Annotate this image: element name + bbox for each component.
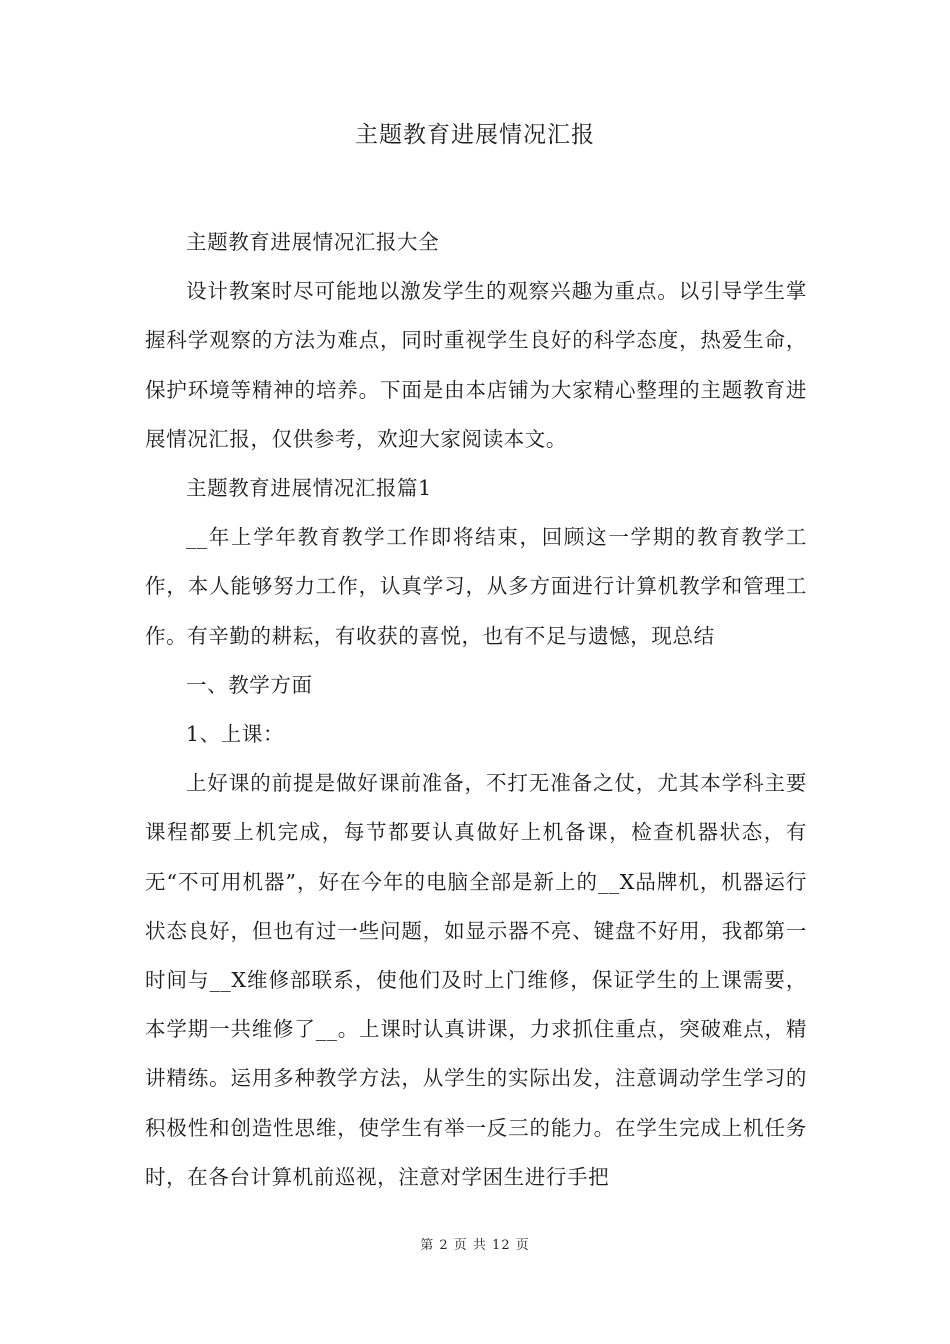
paragraph-heading-class: 1、上课： [186,722,285,747]
page-footer: 第 2 页 共 12 页 [420,1238,530,1253]
paragraph-intro: 设计教案时尽可能地以激发学生的观察兴趣为重点。以引导学生掌握科学观察的方法为难点，同时重视学生良好的科学态度，热爱生命，保护环境等精神的培养。下面是由本店铺为大家精心整理的主题教育进展情况汇报，仅供参考，欢迎大家阅读本文。 [145,279,807,451]
document-title: 主题教育进展情况汇报 [355,122,595,148]
paragraph-class-details: 上好课的前提是做好课前准备，不打无准备之仗，尤其本学科主要课程都要上机完成，每节都要认真做好上机备课，检查机器状态，有无“不可用机器”，好在今年的电脑全部是新上的__X品牌机，机器运行状态良好，但也有过一些问题，如显示器不亮、键盘不好用，我都第一时间与__X维修部联系，使他们及时上门维修，保证学生的上课需要，本学期一共维修了__。上课时认真讲课，力求抓住重点，突破难点，精讲精练。运用多种教学方法，从学生的实际出发，注意调动学生学习的积极性和创造性思维，使学生有举一反三的能力。在学生完成上机任务时，在各台计算机前巡视，注意对学困生进行手把 [145,771,807,1189]
paragraph-subtitle: 主题教育进展情况汇报大全 [186,230,440,254]
paragraph-summary: __年上学年教育教学工作即将结束，回顾这一学期的教育教学工作，本人能够努力工作，认真学习，从多方面进行计算机教学和管理工作。有辛勤的耕耘，有收获的喜悦，也有不足与遗憾，现总结 [145,525,807,648]
paragraph-section-heading: 主题教育进展情况汇报篇1 [186,476,432,501]
document-body [145,218,807,1202]
paragraph-heading-teaching: 一、教学方面 [186,672,313,697]
